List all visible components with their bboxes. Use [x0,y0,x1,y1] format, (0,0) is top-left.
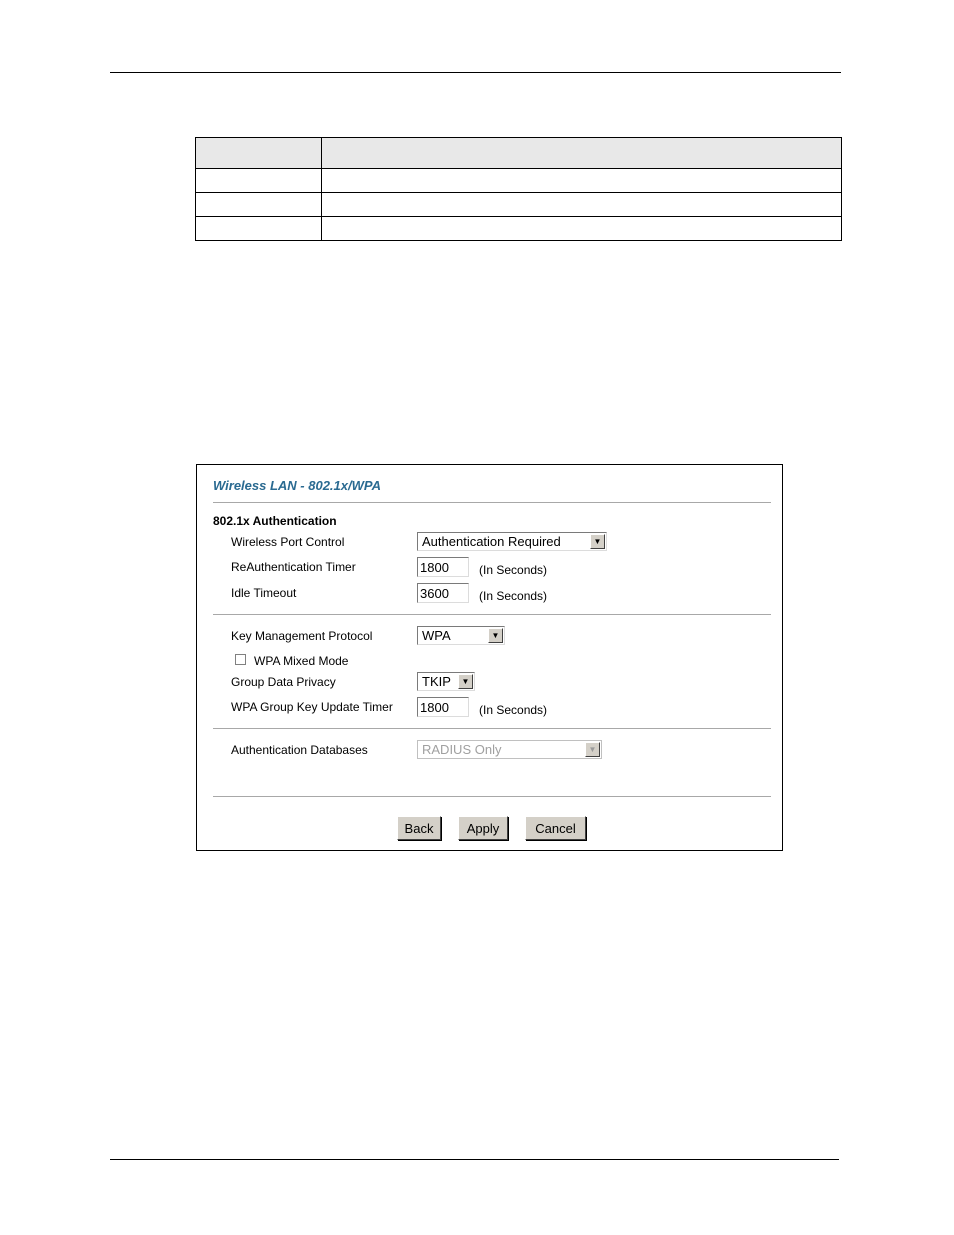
apply-button[interactable]: Apply [458,816,508,840]
table-row [196,193,842,217]
reauth-timer-unit: (In Seconds) [479,563,548,577]
wireless-lan-8021x-wpa-screen [196,464,783,851]
chevron-down-icon[interactable]: ▼ [590,534,605,549]
group-key-timer-unit: (In Seconds) [479,703,548,717]
idle-timeout-input[interactable] [417,583,469,603]
key-mgmt-select[interactable] [417,626,505,645]
chevron-down-icon[interactable]: ▼ [585,742,600,757]
divider [213,728,771,729]
table-row [196,169,842,193]
key-mgmt-value: WPA [422,628,451,643]
group-privacy-select[interactable] [417,672,475,691]
divider [213,614,771,615]
key-mgmt-label: Key Management Protocol [231,629,373,643]
auth-db-value: RADIUS Only [422,742,502,757]
auth-db-select[interactable] [417,740,602,759]
group-privacy-value: TKIP [422,674,451,689]
port-control-select[interactable] [417,532,607,551]
group-key-timer-input[interactable] [417,697,469,717]
footer-rule [110,1159,839,1160]
idle-timeout-unit: (In Seconds) [479,589,548,603]
idle-timeout-label: Idle Timeout [231,586,297,600]
auth-db-label: Authentication Databases [231,743,368,757]
chevron-down-icon[interactable]: ▼ [488,628,503,643]
back-button[interactable]: Back [397,816,441,840]
header-rule [110,72,841,73]
group-key-timer-label: WPA Group Key Update Timer [231,700,393,714]
wpa-mixed-mode-checkbox[interactable] [235,654,246,665]
reauth-timer-input[interactable] [417,557,469,577]
chevron-down-icon[interactable]: ▼ [458,674,473,689]
screen-title: Wireless LAN - 802.1x/WPA [213,478,381,493]
description-table [195,137,842,241]
section-title-8021x: 802.1x Authentication [213,514,337,528]
table-row [196,217,842,241]
divider [213,502,771,503]
group-privacy-label: Group Data Privacy [231,675,336,689]
table-header-row [196,138,842,169]
port-control-value: Authentication Required [422,534,561,549]
port-control-label: Wireless Port Control [231,535,345,549]
cancel-button[interactable]: Cancel [525,816,586,840]
divider [213,796,771,797]
reauth-timer-label: ReAuthentication Timer [231,560,356,574]
wpa-mixed-mode-label: WPA Mixed Mode [254,654,349,668]
